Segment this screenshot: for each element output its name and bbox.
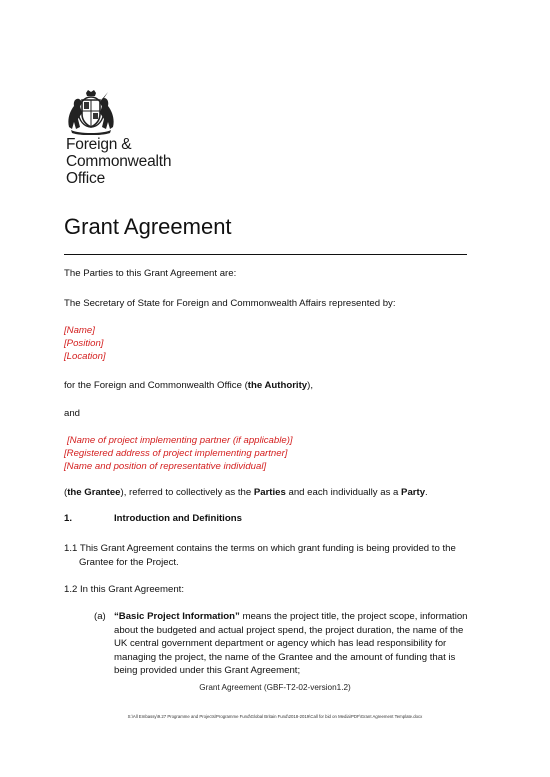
- grantee-open: (: [64, 487, 68, 498]
- authority-line-post: ),: [307, 380, 314, 391]
- placeholder-partner-name: [Name of project implementing partner (if applicable)]: [67, 435, 293, 446]
- placeholder-position: [Position]: [64, 338, 104, 349]
- and-text: and: [64, 408, 81, 419]
- authority-term: the Authority: [247, 380, 308, 391]
- clause-1-2: 1.2 In this Grant Agreement:: [64, 584, 184, 595]
- organisation-name: [66, 136, 171, 187]
- section-title: Introduction and Definitions: [114, 513, 242, 524]
- party-term: Party: [401, 487, 426, 498]
- placeholder-partner-address: [Registered address of project implementing partner]: [64, 448, 288, 459]
- org-name-line: Commonwealth: [66, 153, 172, 170]
- parties-intro: The Parties to this Grant Agreement are:: [64, 268, 237, 279]
- org-name-line: Office: [66, 170, 106, 187]
- placeholder-representative: [Name and position of representative individual]: [64, 461, 267, 472]
- grantee-end: .: [425, 487, 428, 498]
- definition-item-a: [94, 610, 474, 678]
- title-divider: [64, 254, 467, 255]
- secretary-of-state-line: The Secretary of State for Foreign and Commonwealth Affairs represented by:: [64, 298, 396, 309]
- royal-coat-of-arms-icon: [64, 89, 118, 135]
- definition-text: means the project title, the project scope, information about the budgeted and actual project spend, the project duration, the name of the UK central government department or agency which has lead responsibility for managing the project, the name of the Grantee and the amount of funding that is being provided under this Grant Agreement;: [114, 611, 468, 677]
- item-label: (a): [94, 611, 106, 622]
- authority-line-pre: for the Foreign and Commonwealth Office (: [64, 380, 248, 391]
- defined-term: “Basic Project Information”: [114, 611, 240, 622]
- grantee-line: [64, 486, 428, 499]
- org-name-line: Foreign &: [66, 136, 132, 153]
- grantee-mid: ), referred to collectively as the: [120, 487, 254, 498]
- authority-line: [64, 379, 313, 392]
- footer-doc-reference: Grant Agreement (GBF-T2-02-version1.2): [199, 683, 351, 692]
- item-body: [114, 610, 474, 678]
- placeholder-location: [Location]: [64, 351, 106, 362]
- footer-file-path: S:\All Embassy\9.27 Programme and Projects\Programme Fund\Global Britain Fund\2018-2019\Call for bid on Media\PDF\Grant Agreement Template.docx: [127, 714, 423, 719]
- grantee-term: the Grantee: [67, 487, 121, 498]
- section-number: 1.: [64, 513, 73, 524]
- parties-term: Parties: [253, 487, 286, 498]
- grantee-mid: and each individually as a: [285, 487, 402, 498]
- clause-1-1: 1.1 This Grant Agreement contains the terms on which grant funding is being provided to the Grantee for the Project.: [64, 543, 456, 568]
- document-title: Grant Agreement: [64, 214, 232, 239]
- placeholder-name: [Name]: [64, 325, 95, 336]
